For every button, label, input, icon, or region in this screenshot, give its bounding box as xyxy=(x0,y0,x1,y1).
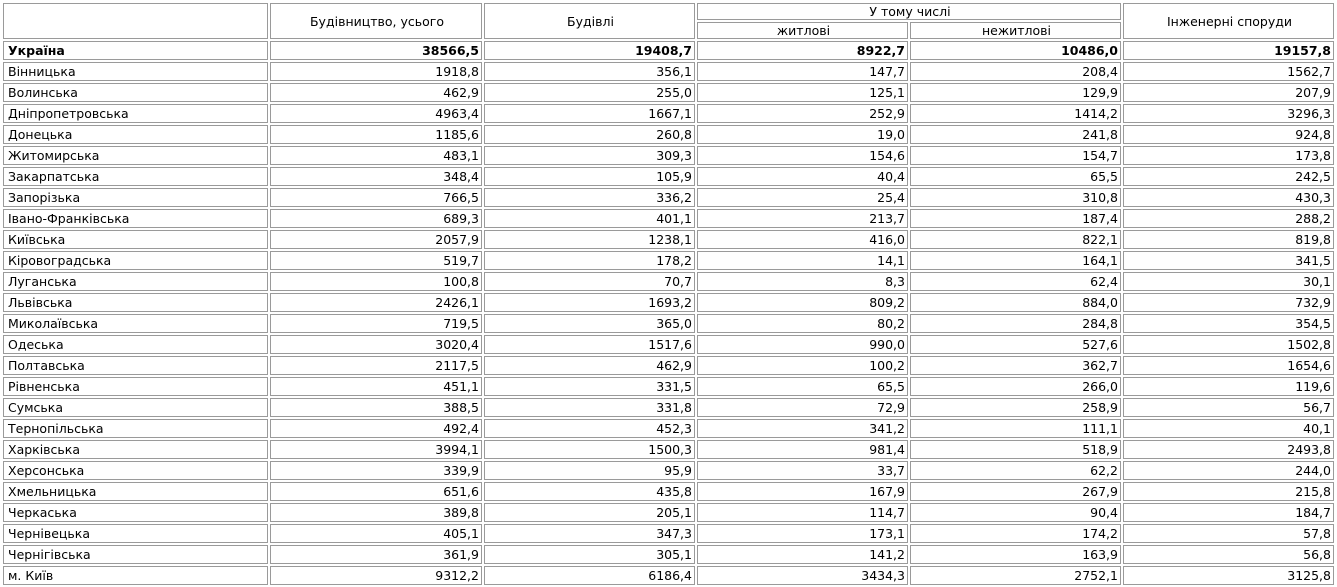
table-row xyxy=(3,83,1334,102)
table-row xyxy=(3,524,1334,543)
region-name: Вінницька xyxy=(3,62,268,81)
value-total: 3994,1 xyxy=(270,440,482,459)
value-buildings: 347,3 xyxy=(484,524,695,543)
value-residential: 809,2 xyxy=(697,293,908,312)
value-engineering: 430,3 xyxy=(1123,188,1334,207)
region-name: Тернопільська xyxy=(3,419,268,438)
value-buildings: 205,1 xyxy=(484,503,695,522)
value-total: 462,9 xyxy=(270,83,482,102)
value-total: 451,1 xyxy=(270,377,482,396)
value-residential: 33,7 xyxy=(697,461,908,480)
value-residential: 341,2 xyxy=(697,419,908,438)
value-residential: 154,6 xyxy=(697,146,908,165)
header-row-1 xyxy=(3,3,1334,20)
table-row xyxy=(3,62,1334,81)
region-name: Чернігівська xyxy=(3,545,268,564)
value-buildings: 255,0 xyxy=(484,83,695,102)
value-engineering: 819,8 xyxy=(1123,230,1334,249)
region-name: Закарпатська xyxy=(3,167,268,186)
value-total: 38566,5 xyxy=(270,41,482,60)
region-name: Донецька xyxy=(3,125,268,144)
value-engineering: 1654,6 xyxy=(1123,356,1334,375)
value-engineering: 3296,3 xyxy=(1123,104,1334,123)
value-engineering: 119,6 xyxy=(1123,377,1334,396)
table-row xyxy=(3,482,1334,501)
value-buildings: 178,2 xyxy=(484,251,695,270)
header-total: Будівництво, усього xyxy=(270,3,482,39)
table-row xyxy=(3,377,1334,396)
region-name: Рівненська xyxy=(3,377,268,396)
header-residential: житлові xyxy=(697,22,908,39)
value-engineering: 244,0 xyxy=(1123,461,1334,480)
value-buildings: 6186,4 xyxy=(484,566,695,585)
value-residential: 114,7 xyxy=(697,503,908,522)
value-nonresidential: 174,2 xyxy=(910,524,1121,543)
value-buildings: 260,8 xyxy=(484,125,695,144)
value-nonresidential: 65,5 xyxy=(910,167,1121,186)
table-row xyxy=(3,335,1334,354)
value-residential: 252,9 xyxy=(697,104,908,123)
value-total: 492,4 xyxy=(270,419,482,438)
value-nonresidential: 258,9 xyxy=(910,398,1121,417)
table-row xyxy=(3,461,1334,480)
value-total: 405,1 xyxy=(270,524,482,543)
table-row xyxy=(3,188,1334,207)
table-row xyxy=(3,272,1334,291)
table-row xyxy=(3,251,1334,270)
value-total: 483,1 xyxy=(270,146,482,165)
region-name: Хмельницька xyxy=(3,482,268,501)
value-nonresidential: 1414,2 xyxy=(910,104,1121,123)
table-row xyxy=(3,104,1334,123)
value-residential: 147,7 xyxy=(697,62,908,81)
table-row xyxy=(3,146,1334,165)
value-engineering: 341,5 xyxy=(1123,251,1334,270)
value-nonresidential: 284,8 xyxy=(910,314,1121,333)
header-engineering: Інженерні споруди xyxy=(1123,3,1334,39)
value-buildings: 435,8 xyxy=(484,482,695,501)
value-buildings: 1500,3 xyxy=(484,440,695,459)
value-nonresidential: 884,0 xyxy=(910,293,1121,312)
table-row xyxy=(3,398,1334,417)
header-nonresidential: нежитлові xyxy=(910,22,1121,39)
value-total: 1185,6 xyxy=(270,125,482,144)
value-total: 2057,9 xyxy=(270,230,482,249)
value-nonresidential: 362,7 xyxy=(910,356,1121,375)
region-name: Харківська xyxy=(3,440,268,459)
value-buildings: 105,9 xyxy=(484,167,695,186)
value-nonresidential: 2752,1 xyxy=(910,566,1121,585)
region-name: Миколаївська xyxy=(3,314,268,333)
value-residential: 173,1 xyxy=(697,524,908,543)
value-nonresidential: 62,4 xyxy=(910,272,1121,291)
value-total: 689,3 xyxy=(270,209,482,228)
value-buildings: 19408,7 xyxy=(484,41,695,60)
value-engineering: 19157,8 xyxy=(1123,41,1334,60)
value-buildings: 70,7 xyxy=(484,272,695,291)
value-total: 348,4 xyxy=(270,167,482,186)
value-residential: 72,9 xyxy=(697,398,908,417)
header-buildings: Будівлі xyxy=(484,3,695,39)
value-total: 361,9 xyxy=(270,545,482,564)
value-buildings: 331,5 xyxy=(484,377,695,396)
value-buildings: 356,1 xyxy=(484,62,695,81)
value-nonresidential: 208,4 xyxy=(910,62,1121,81)
value-residential: 19,0 xyxy=(697,125,908,144)
value-buildings: 462,9 xyxy=(484,356,695,375)
table-row xyxy=(3,230,1334,249)
value-total: 339,9 xyxy=(270,461,482,480)
value-nonresidential: 10486,0 xyxy=(910,41,1121,60)
value-buildings: 1517,6 xyxy=(484,335,695,354)
value-total: 766,5 xyxy=(270,188,482,207)
value-nonresidential: 163,9 xyxy=(910,545,1121,564)
value-engineering: 242,5 xyxy=(1123,167,1334,186)
value-total: 388,5 xyxy=(270,398,482,417)
region-name: Запорізька xyxy=(3,188,268,207)
region-name: Чернівецька xyxy=(3,524,268,543)
value-engineering: 288,2 xyxy=(1123,209,1334,228)
value-total: 2426,1 xyxy=(270,293,482,312)
value-residential: 8,3 xyxy=(697,272,908,291)
value-engineering: 184,7 xyxy=(1123,503,1334,522)
table-row xyxy=(3,209,1334,228)
table-row xyxy=(3,356,1334,375)
value-residential: 141,2 xyxy=(697,545,908,564)
region-name: Івано-Франківська xyxy=(3,209,268,228)
value-nonresidential: 518,9 xyxy=(910,440,1121,459)
table-row xyxy=(3,419,1334,438)
value-residential: 990,0 xyxy=(697,335,908,354)
value-residential: 167,9 xyxy=(697,482,908,501)
table-row xyxy=(3,314,1334,333)
value-nonresidential: 111,1 xyxy=(910,419,1121,438)
value-nonresidential: 164,1 xyxy=(910,251,1121,270)
value-residential: 14,1 xyxy=(697,251,908,270)
table-row xyxy=(3,293,1334,312)
value-total: 100,8 xyxy=(270,272,482,291)
value-engineering: 40,1 xyxy=(1123,419,1334,438)
table-row xyxy=(3,566,1334,585)
value-residential: 125,1 xyxy=(697,83,908,102)
value-residential: 100,2 xyxy=(697,356,908,375)
value-buildings: 95,9 xyxy=(484,461,695,480)
value-total: 2117,5 xyxy=(270,356,482,375)
table-row xyxy=(3,125,1334,144)
value-total: 9312,2 xyxy=(270,566,482,585)
table-row xyxy=(3,440,1334,459)
value-nonresidential: 266,0 xyxy=(910,377,1121,396)
value-residential: 65,5 xyxy=(697,377,908,396)
value-engineering: 56,8 xyxy=(1123,545,1334,564)
value-engineering: 57,8 xyxy=(1123,524,1334,543)
value-total: 519,7 xyxy=(270,251,482,270)
value-nonresidential: 187,4 xyxy=(910,209,1121,228)
value-engineering: 56,7 xyxy=(1123,398,1334,417)
table-row xyxy=(3,545,1334,564)
region-name: Волинська xyxy=(3,83,268,102)
value-residential: 8922,7 xyxy=(697,41,908,60)
region-name: Львівська xyxy=(3,293,268,312)
value-residential: 80,2 xyxy=(697,314,908,333)
value-engineering: 732,9 xyxy=(1123,293,1334,312)
value-total: 3020,4 xyxy=(270,335,482,354)
value-nonresidential: 267,9 xyxy=(910,482,1121,501)
value-engineering: 2493,8 xyxy=(1123,440,1334,459)
value-buildings: 309,3 xyxy=(484,146,695,165)
region-name: Дніпропетровська xyxy=(3,104,268,123)
value-engineering: 207,9 xyxy=(1123,83,1334,102)
region-name: Херсонська xyxy=(3,461,268,480)
value-residential: 3434,3 xyxy=(697,566,908,585)
region-name: Житомирська xyxy=(3,146,268,165)
value-total: 651,6 xyxy=(270,482,482,501)
value-buildings: 1238,1 xyxy=(484,230,695,249)
value-buildings: 305,1 xyxy=(484,545,695,564)
value-total: 389,8 xyxy=(270,503,482,522)
value-buildings: 452,3 xyxy=(484,419,695,438)
value-buildings: 401,1 xyxy=(484,209,695,228)
value-total: 719,5 xyxy=(270,314,482,333)
value-nonresidential: 154,7 xyxy=(910,146,1121,165)
value-residential: 416,0 xyxy=(697,230,908,249)
region-name: Черкаська xyxy=(3,503,268,522)
value-nonresidential: 90,4 xyxy=(910,503,1121,522)
value-total: 4963,4 xyxy=(270,104,482,123)
value-engineering: 215,8 xyxy=(1123,482,1334,501)
value-residential: 25,4 xyxy=(697,188,908,207)
value-nonresidential: 822,1 xyxy=(910,230,1121,249)
value-buildings: 331,8 xyxy=(484,398,695,417)
value-engineering: 3125,8 xyxy=(1123,566,1334,585)
table-row xyxy=(3,503,1334,522)
value-nonresidential: 129,9 xyxy=(910,83,1121,102)
value-engineering: 354,5 xyxy=(1123,314,1334,333)
value-residential: 40,4 xyxy=(697,167,908,186)
value-buildings: 1693,2 xyxy=(484,293,695,312)
value-nonresidential: 241,8 xyxy=(910,125,1121,144)
value-engineering: 30,1 xyxy=(1123,272,1334,291)
region-name: Полтавська xyxy=(3,356,268,375)
region-name: Україна xyxy=(3,41,268,60)
table-row xyxy=(3,41,1334,60)
value-total: 1918,8 xyxy=(270,62,482,81)
value-residential: 213,7 xyxy=(697,209,908,228)
value-nonresidential: 527,6 xyxy=(910,335,1121,354)
construction-stats-table xyxy=(1,1,1336,587)
value-engineering: 1562,7 xyxy=(1123,62,1334,81)
value-buildings: 1667,1 xyxy=(484,104,695,123)
region-name: Кіровоградська xyxy=(3,251,268,270)
value-nonresidential: 310,8 xyxy=(910,188,1121,207)
header-group: У тому числі xyxy=(697,3,1121,20)
region-name: м. Київ xyxy=(3,566,268,585)
value-residential: 981,4 xyxy=(697,440,908,459)
region-name: Сумська xyxy=(3,398,268,417)
value-buildings: 336,2 xyxy=(484,188,695,207)
region-name: Луганська xyxy=(3,272,268,291)
table-row xyxy=(3,167,1334,186)
header-region-cell xyxy=(3,3,268,39)
value-buildings: 365,0 xyxy=(484,314,695,333)
value-engineering: 1502,8 xyxy=(1123,335,1334,354)
region-name: Одеська xyxy=(3,335,268,354)
value-engineering: 173,8 xyxy=(1123,146,1334,165)
value-nonresidential: 62,2 xyxy=(910,461,1121,480)
value-engineering: 924,8 xyxy=(1123,125,1334,144)
region-name: Київська xyxy=(3,230,268,249)
